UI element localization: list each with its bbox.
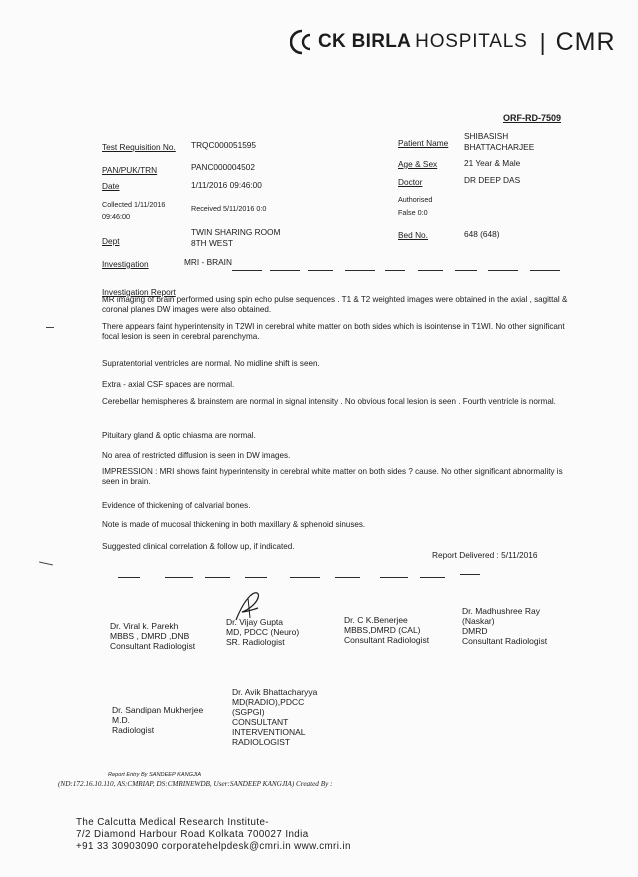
authorised-line2: False 0:0 <box>398 208 428 217</box>
patient-value-line1: SHIBASISH <box>464 131 509 141</box>
received: Received 5/11/2016 0:0 <box>191 204 267 213</box>
date-label: Date <box>102 181 120 191</box>
divider-dash <box>385 270 405 271</box>
footer-street: 7/2 Diamond Harbour Road Kolkata 700027 India <box>76 829 309 841</box>
divider-dash <box>245 577 267 578</box>
divider-dash <box>308 270 333 271</box>
logo-brand: CK BIRLA <box>318 31 412 52</box>
scan-mark <box>39 562 53 566</box>
report-entry: Report Entry By SANDEEP KANGJIA <box>108 772 202 778</box>
footer-address <box>76 817 351 854</box>
bed-label: Bed No. <box>398 230 428 240</box>
report-paragraph: Evidence of thickening of calvarial bones. <box>102 501 251 510</box>
logo-separator: | <box>539 28 546 55</box>
logo-arc-icon <box>290 27 318 57</box>
footer-contact: +91 33 30903090 corporatehelpdesk@cmri.in www.cmri.in <box>76 841 351 853</box>
divider-dash <box>118 577 140 578</box>
divider-dash <box>455 270 477 271</box>
report-paragraph: Suggested clinical correlation & follow up, if indicated. <box>102 542 295 551</box>
divider-dash <box>335 577 360 578</box>
signatory-degree: MD, PDCC (Neuro) <box>226 627 300 637</box>
report-heading: Investigation Report <box>102 287 176 297</box>
signatory-degree: MBBS , DMRD ,DNB <box>110 631 190 641</box>
form-code: ORF-RD-7509 <box>503 113 562 123</box>
logo-unit: CMR <box>555 27 616 56</box>
pan-label: PAN/PUK/TRN <box>102 165 158 175</box>
investigation-value: MRI - BRAIN <box>184 257 232 267</box>
signatory-name: Dr. C K.Benerjee <box>344 615 408 625</box>
signatory <box>232 687 352 747</box>
signatory-degree: DMRD <box>462 626 488 636</box>
divider-dash <box>165 577 193 578</box>
bed-value: 648 (648) <box>464 229 500 239</box>
signatory-title: CONSULTANT <box>232 717 289 727</box>
signatory <box>110 621 220 651</box>
signatory-title: INTERVENTIONAL <box>232 727 306 737</box>
divider-dash <box>380 577 408 578</box>
doctor-label: Doctor <box>398 177 423 187</box>
dept-value-line2: 8TH WEST <box>191 238 233 248</box>
divider-dash <box>205 577 230 578</box>
date-value: 1/11/2016 09:46:00 <box>191 180 262 190</box>
signatory-name: Dr. Avik Bhattacharyya <box>232 687 318 697</box>
logo-hospitals: HOSPITALS <box>415 31 528 52</box>
signatory-degree: M.D. <box>112 715 130 725</box>
collected-line2: 09:46:00 <box>102 212 130 221</box>
divider-dash <box>418 270 443 271</box>
signatory-name: Dr. Vijay Gupta <box>226 617 284 627</box>
divider-dash <box>345 270 375 271</box>
signatory-title: SR. Radiologist <box>226 637 285 647</box>
signatory-name: Dr. Madhushree Ray <box>462 606 540 616</box>
report-paragraph: Cerebellar hemispheres & brainstem are normal in signal intensity . No obvious focal lesion is seen . Fourth ventricle is normal. <box>102 397 556 406</box>
divider-dash <box>290 577 320 578</box>
patient-value-line2: BHATTACHARJEE <box>464 142 535 152</box>
signatory-title: RADIOLOGIST <box>232 737 291 747</box>
signatory-degree: MD(RADIO),PDCC <box>232 697 305 707</box>
age-label: Age & Sex <box>398 159 438 169</box>
report-paragraph: Supratentorial ventricles are normal. No midline shift is seen. <box>102 359 320 368</box>
patient-label: Patient Name <box>398 138 449 148</box>
signatory-name: Dr. Sandipan Mukherjee <box>112 705 204 715</box>
report-paragraph: MR imaging of brain performed using spin echo pulse sequences . T1 & T2 weighted images were obtained in the axial , sagittal & coronal planes DW images were also obtained. <box>102 295 568 315</box>
divider-dash <box>232 270 262 271</box>
signatory <box>462 606 572 646</box>
report-paragraph: Note is made of mucosal thickening in both maxillary & sphenoid sinuses. <box>102 520 366 529</box>
signatory-title: Consultant Radiologist <box>462 636 548 646</box>
signatory-degree: MBBS,DMRD (CAL) <box>344 625 421 635</box>
signatory-title: Radiologist <box>112 725 155 735</box>
dept-label: Dept <box>102 236 120 246</box>
report-paragraph: No area of restricted diffusion is seen in DW images. <box>102 451 291 460</box>
signatory-degree: (Naskar) <box>462 616 495 626</box>
requisition-value: TRQC000051595 <box>191 140 257 150</box>
divider-dash <box>488 270 518 271</box>
divider-dash <box>420 577 445 578</box>
signatory <box>112 705 222 735</box>
scan-mark <box>46 327 54 328</box>
signatory-name: Dr. Viral k. Parekh <box>110 621 179 631</box>
dept-value-line1: TWIN SHARING ROOM <box>191 227 281 237</box>
report-paragraph: IMPRESSION : MRI shows faint hyperintensity in cerebral white matter on both sides ? cause. No other significant abnormality is seen in brain. <box>102 467 563 487</box>
divider-dash <box>530 270 560 271</box>
signatory <box>344 615 454 645</box>
report-paragraph: Extra - axial CSF spaces are normal. <box>102 380 235 389</box>
report-paragraph: There appears faint hyperintensity in T2WI in cerebral white matter on both sides which is isointense in T1WI. No other significant focal lesion is seen in cerebral parenchyma. <box>102 322 565 342</box>
system-line: (ND:172.16.10.110, AS:CMRIAP, DS:CMRINEWDB, User:SANDEEP KANGJIA) Created By : <box>58 780 333 788</box>
pan-value: PANC000004502 <box>191 162 255 172</box>
signatory-degree: (SGPGI) <box>232 707 265 717</box>
doctor-value: DR DEEP DAS <box>464 175 521 185</box>
age-value: 21 Year & Male <box>464 158 521 168</box>
divider-dash <box>270 270 300 271</box>
investigation-label: Investigation <box>102 259 149 269</box>
report-paragraph: Pituitary gland & optic chiasma are normal. <box>102 431 256 440</box>
report-delivered: Report Delivered : 5/11/2016 <box>432 550 538 560</box>
authorised-line1: Authorised <box>398 195 433 204</box>
signatory <box>226 617 336 647</box>
requisition-label: Test Requisition No. <box>102 142 176 152</box>
signatory-title: Consultant Radiologist <box>110 641 196 651</box>
hospital-logo <box>290 24 616 60</box>
footer-institute: The Calcutta Medical Research Institute- <box>76 817 269 828</box>
collected-line1: Collected 1/11/2016 <box>102 200 166 209</box>
divider-dash <box>460 574 480 575</box>
signatory-title: Consultant Radiologist <box>344 635 430 645</box>
